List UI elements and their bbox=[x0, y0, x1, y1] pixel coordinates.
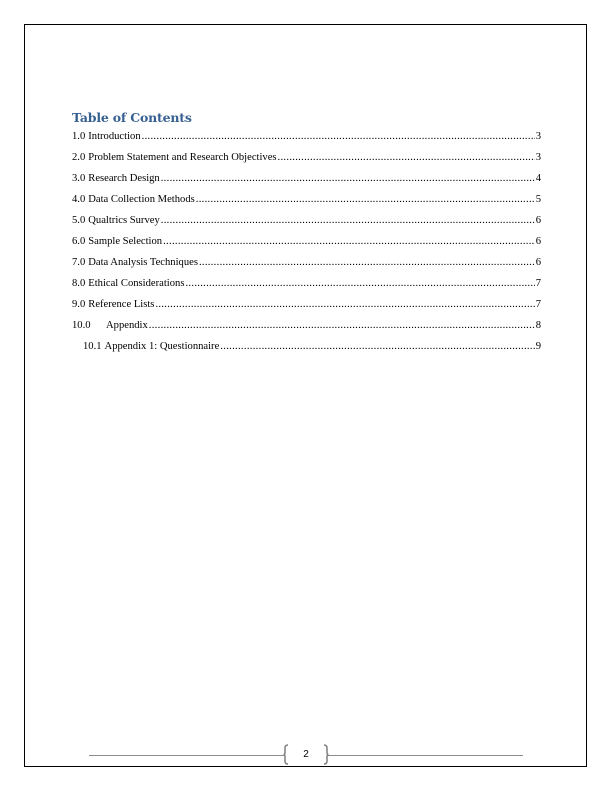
toc-dot-leader bbox=[142, 130, 535, 144]
toc-dot-leader bbox=[161, 172, 535, 186]
table-of-contents bbox=[72, 130, 541, 361]
toc-entry-page: 7 bbox=[535, 299, 541, 310]
toc-entry-number: 4.0 bbox=[72, 194, 86, 205]
toc-entry-data-analysis[interactable] bbox=[72, 256, 541, 277]
toc-entry-number: 10.0 bbox=[72, 320, 91, 331]
toc-entry-reference-lists[interactable] bbox=[72, 298, 541, 319]
toc-dot-leader bbox=[278, 151, 535, 165]
toc-entry-appendix-questionnaire[interactable] bbox=[72, 340, 541, 361]
toc-entry-number: 6.0 bbox=[72, 236, 86, 247]
toc-entry-page: 3 bbox=[535, 152, 541, 163]
right-bracket-icon bbox=[323, 744, 329, 765]
toc-entry-research-design[interactable] bbox=[72, 172, 541, 193]
toc-entry-title: Ethical Considerations bbox=[88, 278, 185, 289]
left-bracket-icon bbox=[283, 744, 289, 765]
toc-entry-number: 5.0 bbox=[72, 215, 86, 226]
toc-entry-title: Introduction bbox=[88, 131, 141, 142]
toc-entry-number: 8.0 bbox=[72, 278, 86, 289]
toc-entry-title: Appendix bbox=[106, 320, 148, 331]
toc-entry-page: 7 bbox=[535, 278, 541, 289]
toc-dot-leader bbox=[149, 319, 535, 333]
toc-entry-data-collection[interactable] bbox=[72, 193, 541, 214]
toc-entry-title: Sample Selection bbox=[88, 236, 163, 247]
toc-entry-page: 5 bbox=[535, 194, 541, 205]
toc-entry-appendix[interactable] bbox=[72, 319, 541, 340]
toc-entry-sample-selection[interactable] bbox=[72, 235, 541, 256]
toc-heading: Table of Contents bbox=[72, 110, 192, 125]
toc-entry-title: Reference Lists bbox=[88, 299, 155, 310]
toc-dot-leader bbox=[220, 340, 534, 354]
toc-entry-number: 7.0 bbox=[72, 257, 86, 268]
toc-entry-title: Qualtrics Survey bbox=[88, 215, 160, 226]
toc-entry-title: Data Collection Methods bbox=[88, 194, 195, 205]
footer-rule-left bbox=[89, 755, 284, 756]
toc-entry-number: 1.0 bbox=[72, 131, 86, 142]
toc-dot-leader bbox=[163, 235, 535, 249]
toc-entry-page: 6 bbox=[535, 215, 541, 226]
toc-entry-page: 6 bbox=[535, 257, 541, 268]
toc-entry-title: Data Analysis Techniques bbox=[88, 257, 198, 268]
toc-entry-title: Appendix 1: Questionnaire bbox=[104, 341, 220, 352]
toc-entry-qualtrics-survey[interactable] bbox=[72, 214, 541, 235]
toc-dot-leader bbox=[199, 256, 535, 270]
toc-dot-leader bbox=[155, 298, 534, 312]
toc-dot-leader bbox=[161, 214, 535, 228]
footer-rule-right bbox=[328, 755, 523, 756]
toc-entry-ethical-considerations[interactable] bbox=[72, 277, 541, 298]
toc-dot-leader bbox=[185, 277, 534, 291]
toc-entry-number: 2.0 bbox=[72, 152, 86, 163]
toc-entry-number: 3.0 bbox=[72, 173, 86, 184]
toc-entry-page: 3 bbox=[535, 131, 541, 142]
toc-entry-number: 10.1 bbox=[83, 341, 102, 352]
page-number: 2 bbox=[303, 749, 309, 760]
toc-entry-page: 9 bbox=[535, 341, 541, 352]
toc-entry-page: 6 bbox=[535, 236, 541, 247]
toc-entry-problem-statement[interactable] bbox=[72, 151, 541, 172]
toc-entry-page: 8 bbox=[535, 320, 541, 331]
toc-entry-introduction[interactable] bbox=[72, 130, 541, 151]
toc-dot-leader bbox=[196, 193, 535, 207]
toc-entry-page: 4 bbox=[535, 173, 541, 184]
toc-entry-number: 9.0 bbox=[72, 299, 86, 310]
toc-entry-title: Problem Statement and Research Objectives bbox=[88, 152, 277, 163]
toc-entry-title: Research Design bbox=[88, 173, 160, 184]
